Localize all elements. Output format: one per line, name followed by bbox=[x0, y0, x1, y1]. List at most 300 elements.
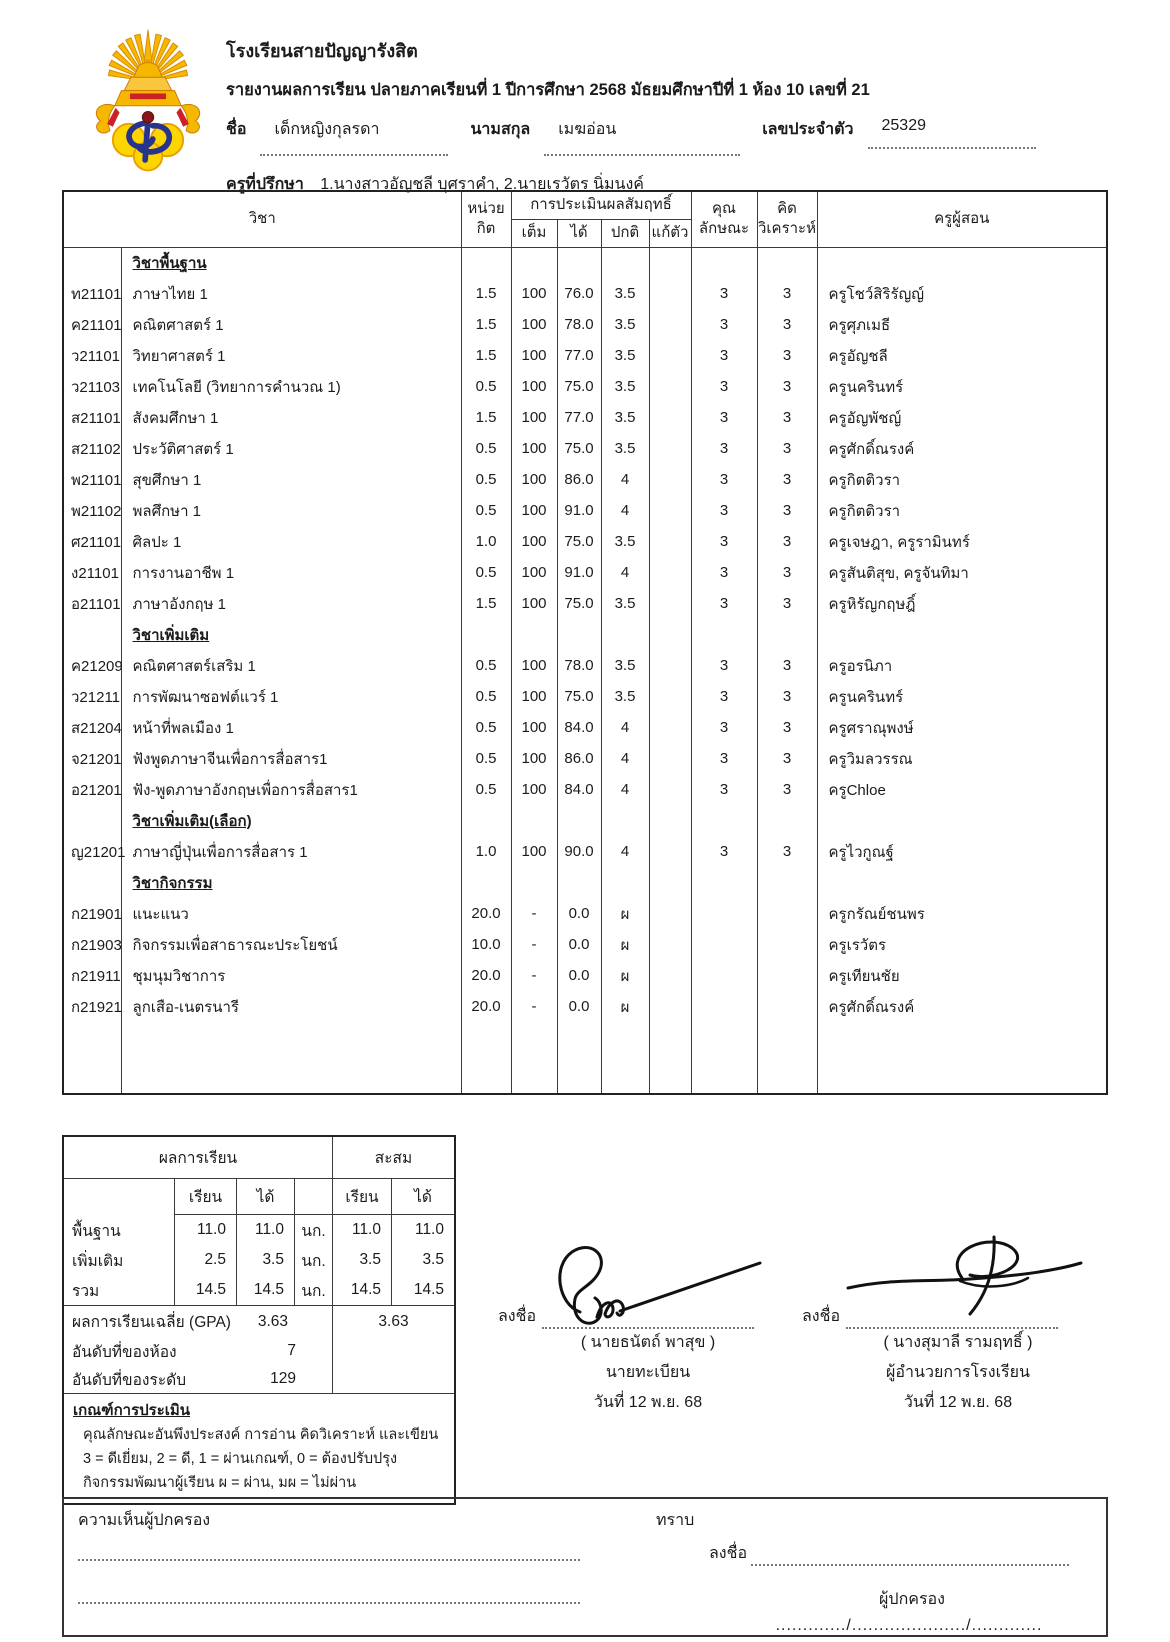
grade-makeup bbox=[649, 991, 691, 1022]
thinking-score bbox=[757, 867, 817, 898]
teacher-name: ครูนครินทร์ bbox=[817, 371, 1107, 402]
thinking-score: 3 bbox=[757, 774, 817, 805]
subject-row bbox=[63, 309, 1107, 340]
subject-name: พลศึกษา 1 bbox=[121, 495, 461, 526]
teacher-name bbox=[817, 247, 1107, 278]
grade-value: 4 bbox=[601, 712, 649, 743]
subject-code: ว21103 bbox=[71, 378, 121, 396]
student-id-label: เลขประจำตัว bbox=[762, 121, 854, 138]
parent-signature-line bbox=[751, 1552, 1069, 1566]
score-got: 75.0 bbox=[557, 526, 601, 557]
trait-score: 3 bbox=[691, 495, 757, 526]
subject-row bbox=[63, 464, 1107, 495]
teacher-name: ครูเจษฎา, ครูรามินทร์ bbox=[817, 526, 1107, 557]
teacher-name: ครูศุภเมธี bbox=[817, 309, 1107, 340]
comment-line-1 bbox=[78, 1559, 580, 1561]
row-label: รวม bbox=[72, 1282, 100, 1300]
registrar-date: วันที่ 12 พ.ย. 68 bbox=[593, 1394, 703, 1411]
grade-makeup bbox=[649, 898, 691, 929]
report-header bbox=[226, 36, 1126, 197]
grade-value bbox=[601, 805, 649, 836]
grade-makeup bbox=[649, 526, 691, 557]
cum-learn-value: 14.5 bbox=[332, 1275, 391, 1305]
score-got: 84.0 bbox=[557, 712, 601, 743]
col-trait-header: คุณ ลักษณะ bbox=[691, 191, 757, 247]
score-got: 76.0 bbox=[557, 278, 601, 309]
section-row bbox=[63, 805, 1107, 836]
credit-value: 1.0 bbox=[461, 526, 511, 557]
subject-row bbox=[63, 836, 1107, 867]
subject-row bbox=[63, 743, 1107, 774]
subject-code: อ21201 bbox=[71, 781, 122, 799]
col-teacher-header: ครูผู้สอน bbox=[817, 191, 1107, 247]
unit-label: นก. bbox=[294, 1275, 332, 1305]
credit-value: 0.5 bbox=[461, 774, 511, 805]
grade-value: 3.5 bbox=[601, 309, 649, 340]
subject-row bbox=[63, 650, 1107, 681]
credit-value: 1.5 bbox=[461, 340, 511, 371]
section-row bbox=[63, 247, 1107, 278]
thinking-score bbox=[757, 247, 817, 278]
grade-value: 4 bbox=[601, 836, 649, 867]
trait-score: 3 bbox=[691, 836, 757, 867]
score-full: 100 bbox=[511, 278, 557, 309]
grade-value: ผ bbox=[601, 929, 649, 960]
thinking-score: 3 bbox=[757, 309, 817, 340]
grade-table bbox=[62, 190, 1108, 1095]
credit-value: 1.5 bbox=[461, 278, 511, 309]
teacher-name: ครูกิตติวรา bbox=[817, 495, 1107, 526]
score-got bbox=[557, 867, 601, 898]
grade-makeup bbox=[649, 557, 691, 588]
report-title: รายงานผลการเรียน ปลายภาคเรียนที่ 1 ปีการศึกษา 2568 มัธยมศึกษาปีที่ 1 ห้อง 10 เลขที่ 21 bbox=[226, 81, 870, 99]
score-got: 0.0 bbox=[557, 991, 601, 1022]
grade-table-header bbox=[63, 191, 1107, 247]
student-id: 25329 bbox=[868, 117, 1036, 149]
cumulative-header: สะสม bbox=[332, 1137, 454, 1178]
subject-name: วิชาเพิ่มเติม(เลือก) bbox=[121, 805, 461, 836]
subject-name: แนะแนว bbox=[121, 898, 461, 929]
score-full: 100 bbox=[511, 464, 557, 495]
teacher-name bbox=[817, 619, 1107, 650]
sign-label: ลงชื่อ bbox=[802, 1308, 841, 1325]
subject-name: วิชากิจกรรม bbox=[121, 867, 461, 898]
gpa-cumulative-value: 3.63 bbox=[332, 1306, 454, 1337]
score-got: 84.0 bbox=[557, 774, 601, 805]
sign-label-row bbox=[498, 1304, 754, 1329]
subject-code: ส21102 bbox=[71, 440, 121, 458]
subject-name: การงานอาชีพ 1 bbox=[121, 557, 461, 588]
unit-col-spacer bbox=[294, 1179, 332, 1215]
teacher-name: ครูศราณุพงษ์ bbox=[817, 712, 1107, 743]
trait-score: 3 bbox=[691, 433, 757, 464]
credit-value: 0.5 bbox=[461, 712, 511, 743]
score-full: 100 bbox=[511, 526, 557, 557]
score-got: 75.0 bbox=[557, 588, 601, 619]
score-full bbox=[511, 247, 557, 278]
score-got bbox=[557, 805, 601, 836]
subject-row bbox=[63, 681, 1107, 712]
grade-makeup bbox=[649, 805, 691, 836]
credit-value: 0.5 bbox=[461, 495, 511, 526]
sign-label: ลงชื่อ bbox=[709, 1545, 748, 1562]
subject-code: จ21201 bbox=[71, 750, 122, 768]
grade-table-body bbox=[63, 247, 1107, 1094]
subject-name: สังคมศึกษา 1 bbox=[121, 402, 461, 433]
thinking-score: 3 bbox=[757, 464, 817, 495]
subject-row bbox=[63, 898, 1107, 929]
teacher-name: ครูกิตติวรา bbox=[817, 464, 1107, 495]
subject-row bbox=[63, 712, 1107, 743]
unit-label: นก. bbox=[294, 1215, 332, 1245]
thinking-score bbox=[757, 991, 817, 1022]
thinking-score: 3 bbox=[757, 557, 817, 588]
thinking-score: 3 bbox=[757, 526, 817, 557]
thinking-score bbox=[757, 619, 817, 650]
subject-row bbox=[63, 340, 1107, 371]
parent-role-label: ผู้ปกครอง bbox=[879, 1591, 945, 1608]
name-label: ชื่อ bbox=[226, 121, 247, 138]
teacher-name: ครูโชว์สิริรัญญ์ bbox=[817, 278, 1107, 309]
room-rank-label: อันดับที่ของห้อง bbox=[72, 1343, 177, 1361]
section-row bbox=[63, 619, 1107, 650]
unit-label: นก. bbox=[294, 1245, 332, 1275]
criteria-line: 3 = ดีเยี่ยม, 2 = ดี, 1 = ผ่านเกณฑ์, 0 = ต้องปรับปรุง bbox=[83, 1451, 398, 1467]
trait-score bbox=[691, 247, 757, 278]
grade-makeup bbox=[649, 371, 691, 402]
col-think-header: คิด วิเคราะห์ bbox=[757, 191, 817, 247]
subject-row bbox=[63, 495, 1107, 526]
subject-name: คณิตศาสตร์ 1 bbox=[121, 309, 461, 340]
score-got bbox=[557, 619, 601, 650]
score-full: 100 bbox=[511, 774, 557, 805]
student-identity-line bbox=[226, 117, 1126, 156]
thinking-score: 3 bbox=[757, 433, 817, 464]
subject-name: ชุมนุมวิชาการ bbox=[121, 960, 461, 991]
grade-value: 3.5 bbox=[601, 371, 649, 402]
grade-value: 3.5 bbox=[601, 278, 649, 309]
score-got: 75.0 bbox=[557, 681, 601, 712]
director-date: วันที่ 12 พ.ย. 68 bbox=[903, 1394, 1013, 1411]
subject-code: ก21911 bbox=[71, 967, 121, 985]
director-role: ผู้อำนวยการโรงเรียน bbox=[886, 1364, 1030, 1381]
score-got: 86.0 bbox=[557, 743, 601, 774]
summary-label-spacer bbox=[64, 1179, 174, 1215]
grade-makeup bbox=[649, 774, 691, 805]
score-full: 100 bbox=[511, 495, 557, 526]
row-label: พื้นฐาน bbox=[72, 1222, 121, 1240]
grade-makeup bbox=[649, 402, 691, 433]
learn-col-header: เรียน bbox=[174, 1179, 236, 1215]
sign-label: ลงชื่อ bbox=[498, 1308, 537, 1325]
subject-name: ภาษาไทย 1 bbox=[121, 278, 461, 309]
subject-name: ลูกเสือ-เนตรนารี bbox=[121, 991, 461, 1022]
summary-table bbox=[62, 1135, 456, 1505]
grade-makeup bbox=[649, 433, 691, 464]
score-full: - bbox=[511, 991, 557, 1022]
row-label: เพิ่มเติม bbox=[72, 1252, 124, 1270]
thinking-score: 3 bbox=[757, 371, 817, 402]
score-full: 100 bbox=[511, 712, 557, 743]
signature-line bbox=[846, 1315, 1058, 1329]
subject-name: กิจกรรมเพื่อสาธารณะประโยชน์ bbox=[121, 929, 461, 960]
credit-value: 1.5 bbox=[461, 309, 511, 340]
score-got: 77.0 bbox=[557, 340, 601, 371]
subject-code: ญ21201 bbox=[71, 843, 126, 861]
learn-value: 11.0 bbox=[174, 1215, 236, 1245]
grade-makeup bbox=[649, 712, 691, 743]
score-full: - bbox=[511, 929, 557, 960]
grade-value bbox=[601, 619, 649, 650]
grade-value: 3.5 bbox=[601, 526, 649, 557]
trait-score bbox=[691, 898, 757, 929]
teacher-name: ครูหิรัญกฤษฎิ์ bbox=[817, 588, 1107, 619]
thinking-score: 3 bbox=[757, 743, 817, 774]
subject-row bbox=[63, 588, 1107, 619]
thinking-score bbox=[757, 898, 817, 929]
subject-code: ท21101 bbox=[71, 285, 122, 303]
teacher-name: ครูอัญพัชญ์ bbox=[817, 402, 1107, 433]
credit-value: 0.5 bbox=[461, 650, 511, 681]
score-full: 100 bbox=[511, 433, 557, 464]
thinking-score: 3 bbox=[757, 712, 817, 743]
grade-makeup bbox=[649, 495, 691, 526]
subject-name: ภาษาญี่ปุ่นเพื่อการสื่อสาร 1 bbox=[121, 836, 461, 867]
thinking-score: 3 bbox=[757, 650, 817, 681]
grade-makeup bbox=[649, 340, 691, 371]
grade-makeup bbox=[649, 619, 691, 650]
score-full: 100 bbox=[511, 588, 557, 619]
teacher-name: ครูกรัณย์ชนพร bbox=[817, 898, 1107, 929]
gpa-label: ผลการเรียนเฉลี่ย (GPA) bbox=[72, 1314, 231, 1331]
grade-value: 4 bbox=[601, 464, 649, 495]
subject-code: ค21101 bbox=[71, 316, 122, 334]
grade-value: ผ bbox=[601, 991, 649, 1022]
thinking-score bbox=[757, 929, 817, 960]
grade-makeup bbox=[649, 743, 691, 774]
got-col-header: ได้ bbox=[236, 1179, 294, 1215]
credit-value bbox=[461, 247, 511, 278]
score-got: 75.0 bbox=[557, 433, 601, 464]
trait-score bbox=[691, 619, 757, 650]
trait-score bbox=[691, 991, 757, 1022]
grade-value bbox=[601, 247, 649, 278]
subject-name: ศิลปะ 1 bbox=[121, 526, 461, 557]
score-got: 75.0 bbox=[557, 371, 601, 402]
grade-value: 3.5 bbox=[601, 650, 649, 681]
subject-code bbox=[63, 247, 121, 278]
student-first-name: เด็กหญิงกุลรดา bbox=[260, 117, 448, 156]
parent-date-line: ............./...................../............. bbox=[775, 1617, 1043, 1634]
subject-row bbox=[63, 991, 1107, 1022]
grade-value bbox=[601, 867, 649, 898]
cum-got-value: 3.5 bbox=[391, 1245, 454, 1275]
score-full: 100 bbox=[511, 371, 557, 402]
acknowledge-label: ทราบ bbox=[656, 1512, 695, 1529]
room-rank-row bbox=[64, 1337, 454, 1365]
level-rank-label: อันดับที่ของระดับ bbox=[72, 1371, 187, 1389]
level-rank-row bbox=[64, 1365, 454, 1393]
credit-value: 1.5 bbox=[461, 588, 511, 619]
score-full: 100 bbox=[511, 681, 557, 712]
criteria-section bbox=[64, 1393, 454, 1503]
credit-value bbox=[461, 867, 511, 898]
parent-comment-label: ความเห็นผู้ปกครอง bbox=[78, 1512, 211, 1529]
signature-line bbox=[542, 1315, 754, 1329]
score-full: - bbox=[511, 898, 557, 929]
subject-name: คณิตศาสตร์เสริม 1 bbox=[121, 650, 461, 681]
col-makeup-header: แก้ตัว bbox=[649, 219, 691, 247]
subject-code bbox=[63, 619, 121, 650]
credit-value: 0.5 bbox=[461, 464, 511, 495]
teacher-name: ครูสันติสุข, ครูจันทิมา bbox=[817, 557, 1107, 588]
subject-name: สุขศึกษา 1 bbox=[121, 464, 461, 495]
score-full: - bbox=[511, 960, 557, 991]
trait-score bbox=[691, 960, 757, 991]
score-full: 100 bbox=[511, 340, 557, 371]
thinking-score: 3 bbox=[757, 278, 817, 309]
criteria-line: กิจกรรมพัฒนาผู้เรียน ผ = ผ่าน, มผ = ไม่ผ่าน bbox=[83, 1475, 357, 1491]
cum-got-col-header: ได้ bbox=[391, 1179, 454, 1215]
trait-score: 3 bbox=[691, 464, 757, 495]
grade-value: 3.5 bbox=[601, 402, 649, 433]
sign-label-row bbox=[802, 1304, 1058, 1329]
credit-value: 20.0 bbox=[461, 991, 511, 1022]
teacher-name: ครูChloe bbox=[817, 774, 1107, 805]
cum-got-value: 11.0 bbox=[391, 1215, 454, 1245]
subject-name: วิชาเพิ่มเติม bbox=[121, 619, 461, 650]
score-got: 90.0 bbox=[557, 836, 601, 867]
grade-value: ผ bbox=[601, 898, 649, 929]
teacher-name bbox=[817, 805, 1107, 836]
thinking-score: 3 bbox=[757, 681, 817, 712]
subject-name: ฟังพูดภาษาจีนเพื่อการสื่อสาร1 bbox=[121, 743, 461, 774]
credit-value: 20.0 bbox=[461, 960, 511, 991]
subject-row bbox=[63, 774, 1107, 805]
score-got: 91.0 bbox=[557, 557, 601, 588]
school-logo bbox=[72, 26, 224, 178]
credit-value: 0.5 bbox=[461, 371, 511, 402]
grade-makeup bbox=[649, 960, 691, 991]
got-value: 11.0 bbox=[236, 1215, 294, 1245]
subject-code: ก21903 bbox=[71, 936, 122, 954]
grade-makeup bbox=[649, 309, 691, 340]
learn-value: 14.5 bbox=[174, 1275, 236, 1305]
subject-code: อ21101 bbox=[71, 595, 121, 613]
grade-value: ผ bbox=[601, 960, 649, 991]
subject-name: วิชาพื้นฐาน bbox=[121, 247, 461, 278]
teacher-name: ครูเรวัตร bbox=[817, 929, 1107, 960]
level-rank-value: 129 bbox=[270, 1370, 296, 1387]
parent-sign-row bbox=[709, 1541, 1069, 1566]
grade-value: 3.5 bbox=[601, 433, 649, 464]
col-got-header: ได้ bbox=[557, 219, 601, 247]
subject-code: ค21209 bbox=[71, 657, 123, 675]
col-full-header: เต็ม bbox=[511, 219, 557, 247]
subject-code bbox=[63, 867, 121, 898]
thinking-score bbox=[757, 960, 817, 991]
got-value: 3.5 bbox=[236, 1245, 294, 1275]
grade-makeup bbox=[649, 588, 691, 619]
teacher-name: ครูศักดิ์ณรงค์ bbox=[817, 991, 1107, 1022]
criteria-title: เกณฑ์การประเมิน bbox=[73, 1402, 191, 1419]
teacher-name: ครูนครินทร์ bbox=[817, 681, 1107, 712]
grade-value: 4 bbox=[601, 743, 649, 774]
grade-makeup bbox=[649, 650, 691, 681]
thinking-score bbox=[757, 805, 817, 836]
subject-row bbox=[63, 929, 1107, 960]
teacher-name: ครูวิมลวรรณ bbox=[817, 743, 1107, 774]
subject-code: ก21901 bbox=[71, 905, 122, 923]
cum-learn-col-header: เรียน bbox=[332, 1179, 391, 1215]
score-got: 77.0 bbox=[557, 402, 601, 433]
trait-score bbox=[691, 867, 757, 898]
summary-header-row bbox=[64, 1137, 454, 1179]
score-full: 100 bbox=[511, 743, 557, 774]
cum-learn-value: 3.5 bbox=[332, 1245, 391, 1275]
subject-code bbox=[63, 805, 121, 836]
score-got: 0.0 bbox=[557, 898, 601, 929]
credit-value: 0.5 bbox=[461, 433, 511, 464]
room-rank-value: 7 bbox=[287, 1342, 296, 1359]
grade-makeup bbox=[649, 247, 691, 278]
got-value: 14.5 bbox=[236, 1275, 294, 1305]
school-crest-icon bbox=[72, 26, 224, 178]
col-credit-header: หน่วย กิต bbox=[461, 191, 511, 247]
score-full bbox=[511, 805, 557, 836]
teacher-name: ครูเทียนชัย bbox=[817, 960, 1107, 991]
subject-code: ส21204 bbox=[71, 719, 122, 737]
thinking-score: 3 bbox=[757, 402, 817, 433]
advisor-label: ครูที่ปรึกษา bbox=[226, 176, 304, 193]
subject-name: หน้าที่พลเมือง 1 bbox=[121, 712, 461, 743]
subject-row bbox=[63, 433, 1107, 464]
grade-value: 3.5 bbox=[601, 681, 649, 712]
student-surname: เมฆอ่อน bbox=[544, 117, 740, 156]
credit-value: 20.0 bbox=[461, 898, 511, 929]
cum-got-value: 14.5 bbox=[391, 1275, 454, 1305]
subject-row bbox=[63, 402, 1107, 433]
subject-code: พ21101 bbox=[71, 471, 122, 489]
subject-name: ประวัติศาสตร์ 1 bbox=[121, 433, 461, 464]
gpa-value: 3.63 bbox=[257, 1312, 288, 1330]
subject-name: เทคโนโลยี (วิทยาการคำนวณ 1) bbox=[121, 371, 461, 402]
trait-score: 3 bbox=[691, 526, 757, 557]
grade-makeup bbox=[649, 681, 691, 712]
trait-score: 3 bbox=[691, 712, 757, 743]
surname-label: นามสกุล bbox=[470, 121, 531, 138]
credit-value bbox=[461, 619, 511, 650]
trait-score: 3 bbox=[691, 340, 757, 371]
subject-code: ศ21101 bbox=[71, 533, 122, 551]
trait-score: 3 bbox=[691, 278, 757, 309]
grade-value: 4 bbox=[601, 495, 649, 526]
trait-score bbox=[691, 929, 757, 960]
credit-value bbox=[461, 805, 511, 836]
result-header: ผลการเรียน bbox=[158, 1150, 238, 1167]
thinking-score: 3 bbox=[757, 836, 817, 867]
score-got: 78.0 bbox=[557, 309, 601, 340]
trait-score: 3 bbox=[691, 402, 757, 433]
grade-value: 4 bbox=[601, 557, 649, 588]
credit-value: 1.5 bbox=[461, 402, 511, 433]
subject-row bbox=[63, 960, 1107, 991]
grade-value: 3.5 bbox=[601, 588, 649, 619]
score-full bbox=[511, 867, 557, 898]
grade-makeup bbox=[649, 867, 691, 898]
section-row bbox=[63, 867, 1107, 898]
comment-line-2 bbox=[78, 1602, 580, 1604]
